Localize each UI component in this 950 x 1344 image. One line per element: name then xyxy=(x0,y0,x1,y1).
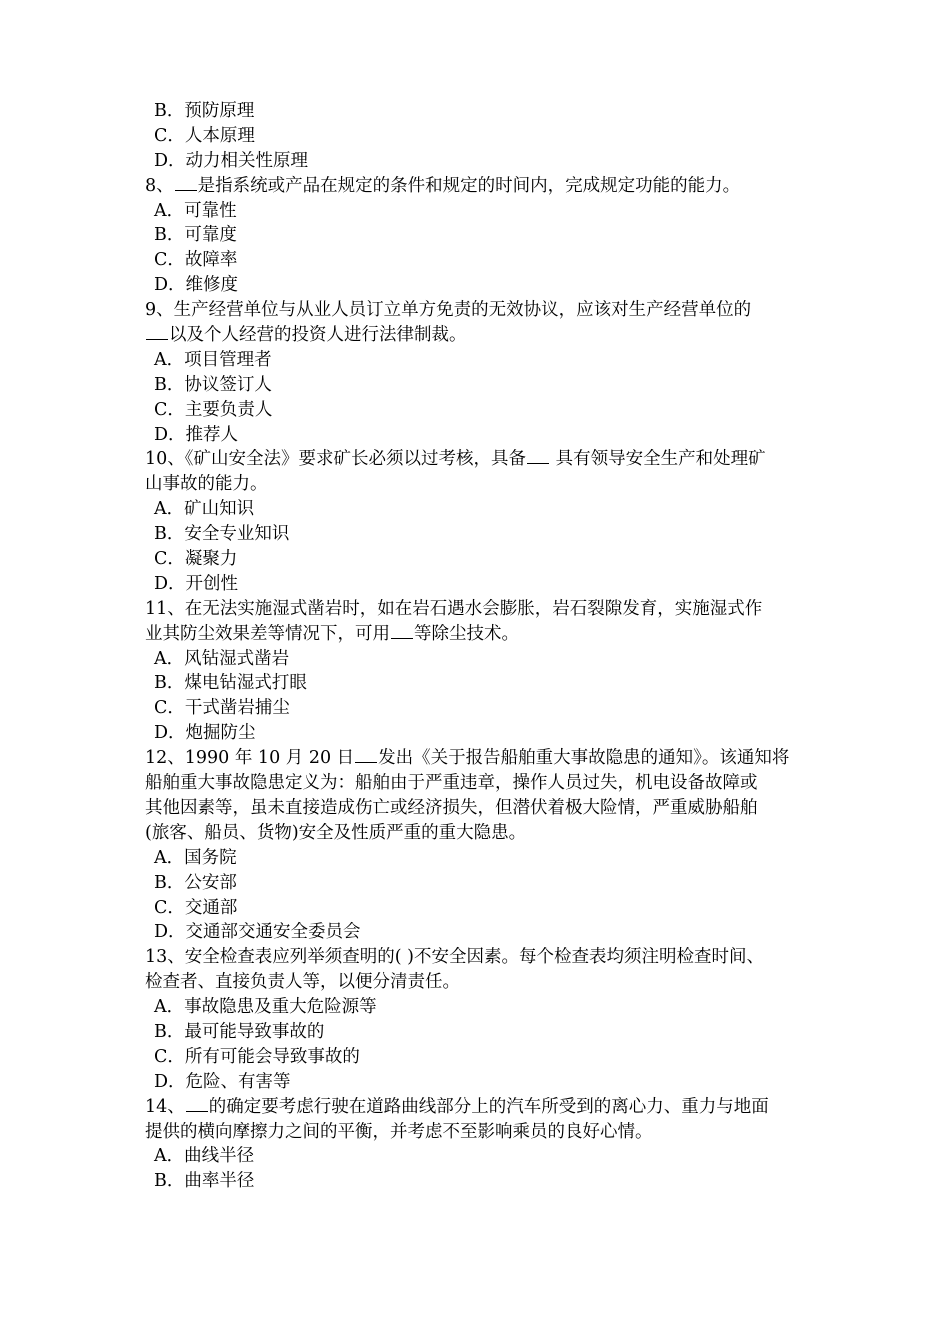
answer-option: B．可靠度 xyxy=(154,225,237,246)
answer-option: C．交通部 xyxy=(154,897,238,918)
answer-option: D．维修度 xyxy=(154,275,239,296)
answer-option: C．所有可能会导致事故的 xyxy=(154,1046,360,1067)
answer-option: B．预防原理 xyxy=(154,101,255,121)
question-text: 具有领导安全生产和处理矿 xyxy=(550,449,766,470)
answer-option: A．曲线半径 xyxy=(154,1146,255,1167)
answer-blank xyxy=(186,1096,208,1112)
question-text-line xyxy=(145,323,825,348)
answer-option: C．主要负责人 xyxy=(154,399,273,420)
question-text: 8、 xyxy=(145,175,174,196)
question-text-line xyxy=(145,771,825,796)
answer-option: C．人本原理 xyxy=(154,125,255,146)
answer-option: C．凝聚力 xyxy=(154,549,238,570)
answer-option: A．项目管理者 xyxy=(154,349,272,370)
question-text-line xyxy=(145,970,825,995)
question-text: 提供的横向摩擦力之间的平衡，并考虑不至影响乘员的良好心情。 xyxy=(145,1121,653,1142)
question-text: 山事故的能力。 xyxy=(145,474,268,495)
question-text-line xyxy=(145,597,825,622)
answer-option: A．风钻湿式凿岩 xyxy=(154,648,290,669)
answer-option: A．矿山知识 xyxy=(154,499,255,520)
question-text: 业其防尘效果差等情况下，可用 xyxy=(145,623,390,644)
answer-option: D．危险、有害等 xyxy=(154,1071,291,1092)
answer-option: C．干式凿岩捕尘 xyxy=(154,698,290,719)
question-text: 检查者、直接负责人等，以便分清责任。 xyxy=(145,972,460,993)
answer-blank xyxy=(527,448,549,464)
question-text-line xyxy=(145,821,825,846)
question-text-line xyxy=(145,945,825,970)
question-text: 的确定要考虑行驶在道路曲线部分上的汽车所受到的离心力、重力与地面 xyxy=(208,1096,769,1117)
answer-option: B．协议签订人 xyxy=(154,374,272,395)
question-text: 其他因素等，虽未直接造成伤亡或经济损失，但潜伏着极大险情，严重威胁船舶 xyxy=(145,797,758,818)
question-text-line xyxy=(145,746,825,771)
answer-option: A．可靠性 xyxy=(154,200,237,221)
question-text: 10、《矿山安全法》要求矿长必须以过考核，具备 xyxy=(145,449,527,470)
question-text-line xyxy=(145,1095,825,1120)
question-text: 14、 xyxy=(145,1096,185,1117)
question-text-line xyxy=(145,472,825,497)
question-text: (旅客、船员、货物)安全及性质严重的重大隐患。 xyxy=(145,822,527,843)
question-text: 11、在无法实施湿式凿岩时，如在岩石遇水会膨胀，岩石裂隙发育，实施湿式作 xyxy=(145,598,763,619)
question-text: 等除尘技术。 xyxy=(414,623,519,644)
answer-option: B．安全专业知识 xyxy=(154,524,290,545)
answer-option: D．动力相关性原理 xyxy=(154,150,309,171)
question-text: 9、生产经营单位与从业人员订立单方免责的无效协议，应该对生产经营单位的 xyxy=(145,300,752,321)
question-text: 船舶重大事故隐患定义为：船舶由于严重违章，操作人员过失，机电设备故障或 xyxy=(145,773,758,794)
question-text: 12、1990 年 10 月 20 日 xyxy=(145,748,355,769)
answer-option: B．最可能导致事故的 xyxy=(154,1021,325,1042)
answer-option: B．煤电钻湿式打眼 xyxy=(154,673,307,694)
question-text-line xyxy=(145,796,825,821)
answer-option: D．推荐人 xyxy=(154,424,239,445)
question-text: 是指系统或产品在规定的条件和规定的时间内，完成规定功能的能力。 xyxy=(197,175,741,196)
answer-option: C．故障率 xyxy=(154,250,238,271)
question-text-line xyxy=(145,622,825,647)
answer-blank xyxy=(391,623,413,639)
question-text-line xyxy=(145,447,825,472)
answer-option: B．曲率半径 xyxy=(154,1171,255,1192)
answer-option: B．公安部 xyxy=(154,872,237,893)
question-list xyxy=(145,99,825,1194)
question-text: 以及个人经营的投资人进行法律制裁。 xyxy=(169,325,467,346)
answer-blank xyxy=(146,324,168,340)
question-text: 13、安全检查表应列举须查明的( )不安全因素。每个检查表均须注明检查时间、 xyxy=(145,947,764,968)
answer-blank xyxy=(355,747,377,763)
question-text: 发出《关于报告船舶重大事故隐患的通知》。该通知将 xyxy=(378,748,790,769)
answer-option: D．交通部交通安全委员会 xyxy=(154,922,361,943)
answer-option: D．炮掘防尘 xyxy=(154,723,256,744)
answer-option: A．国务院 xyxy=(154,847,237,868)
answer-option: A．事故隐患及重大危险源等 xyxy=(154,997,377,1018)
question-text-line xyxy=(145,1120,825,1145)
question-text-line xyxy=(145,298,825,323)
answer-blank xyxy=(175,175,197,191)
answer-option: D．开创性 xyxy=(154,573,239,594)
question-text-line xyxy=(145,174,825,199)
